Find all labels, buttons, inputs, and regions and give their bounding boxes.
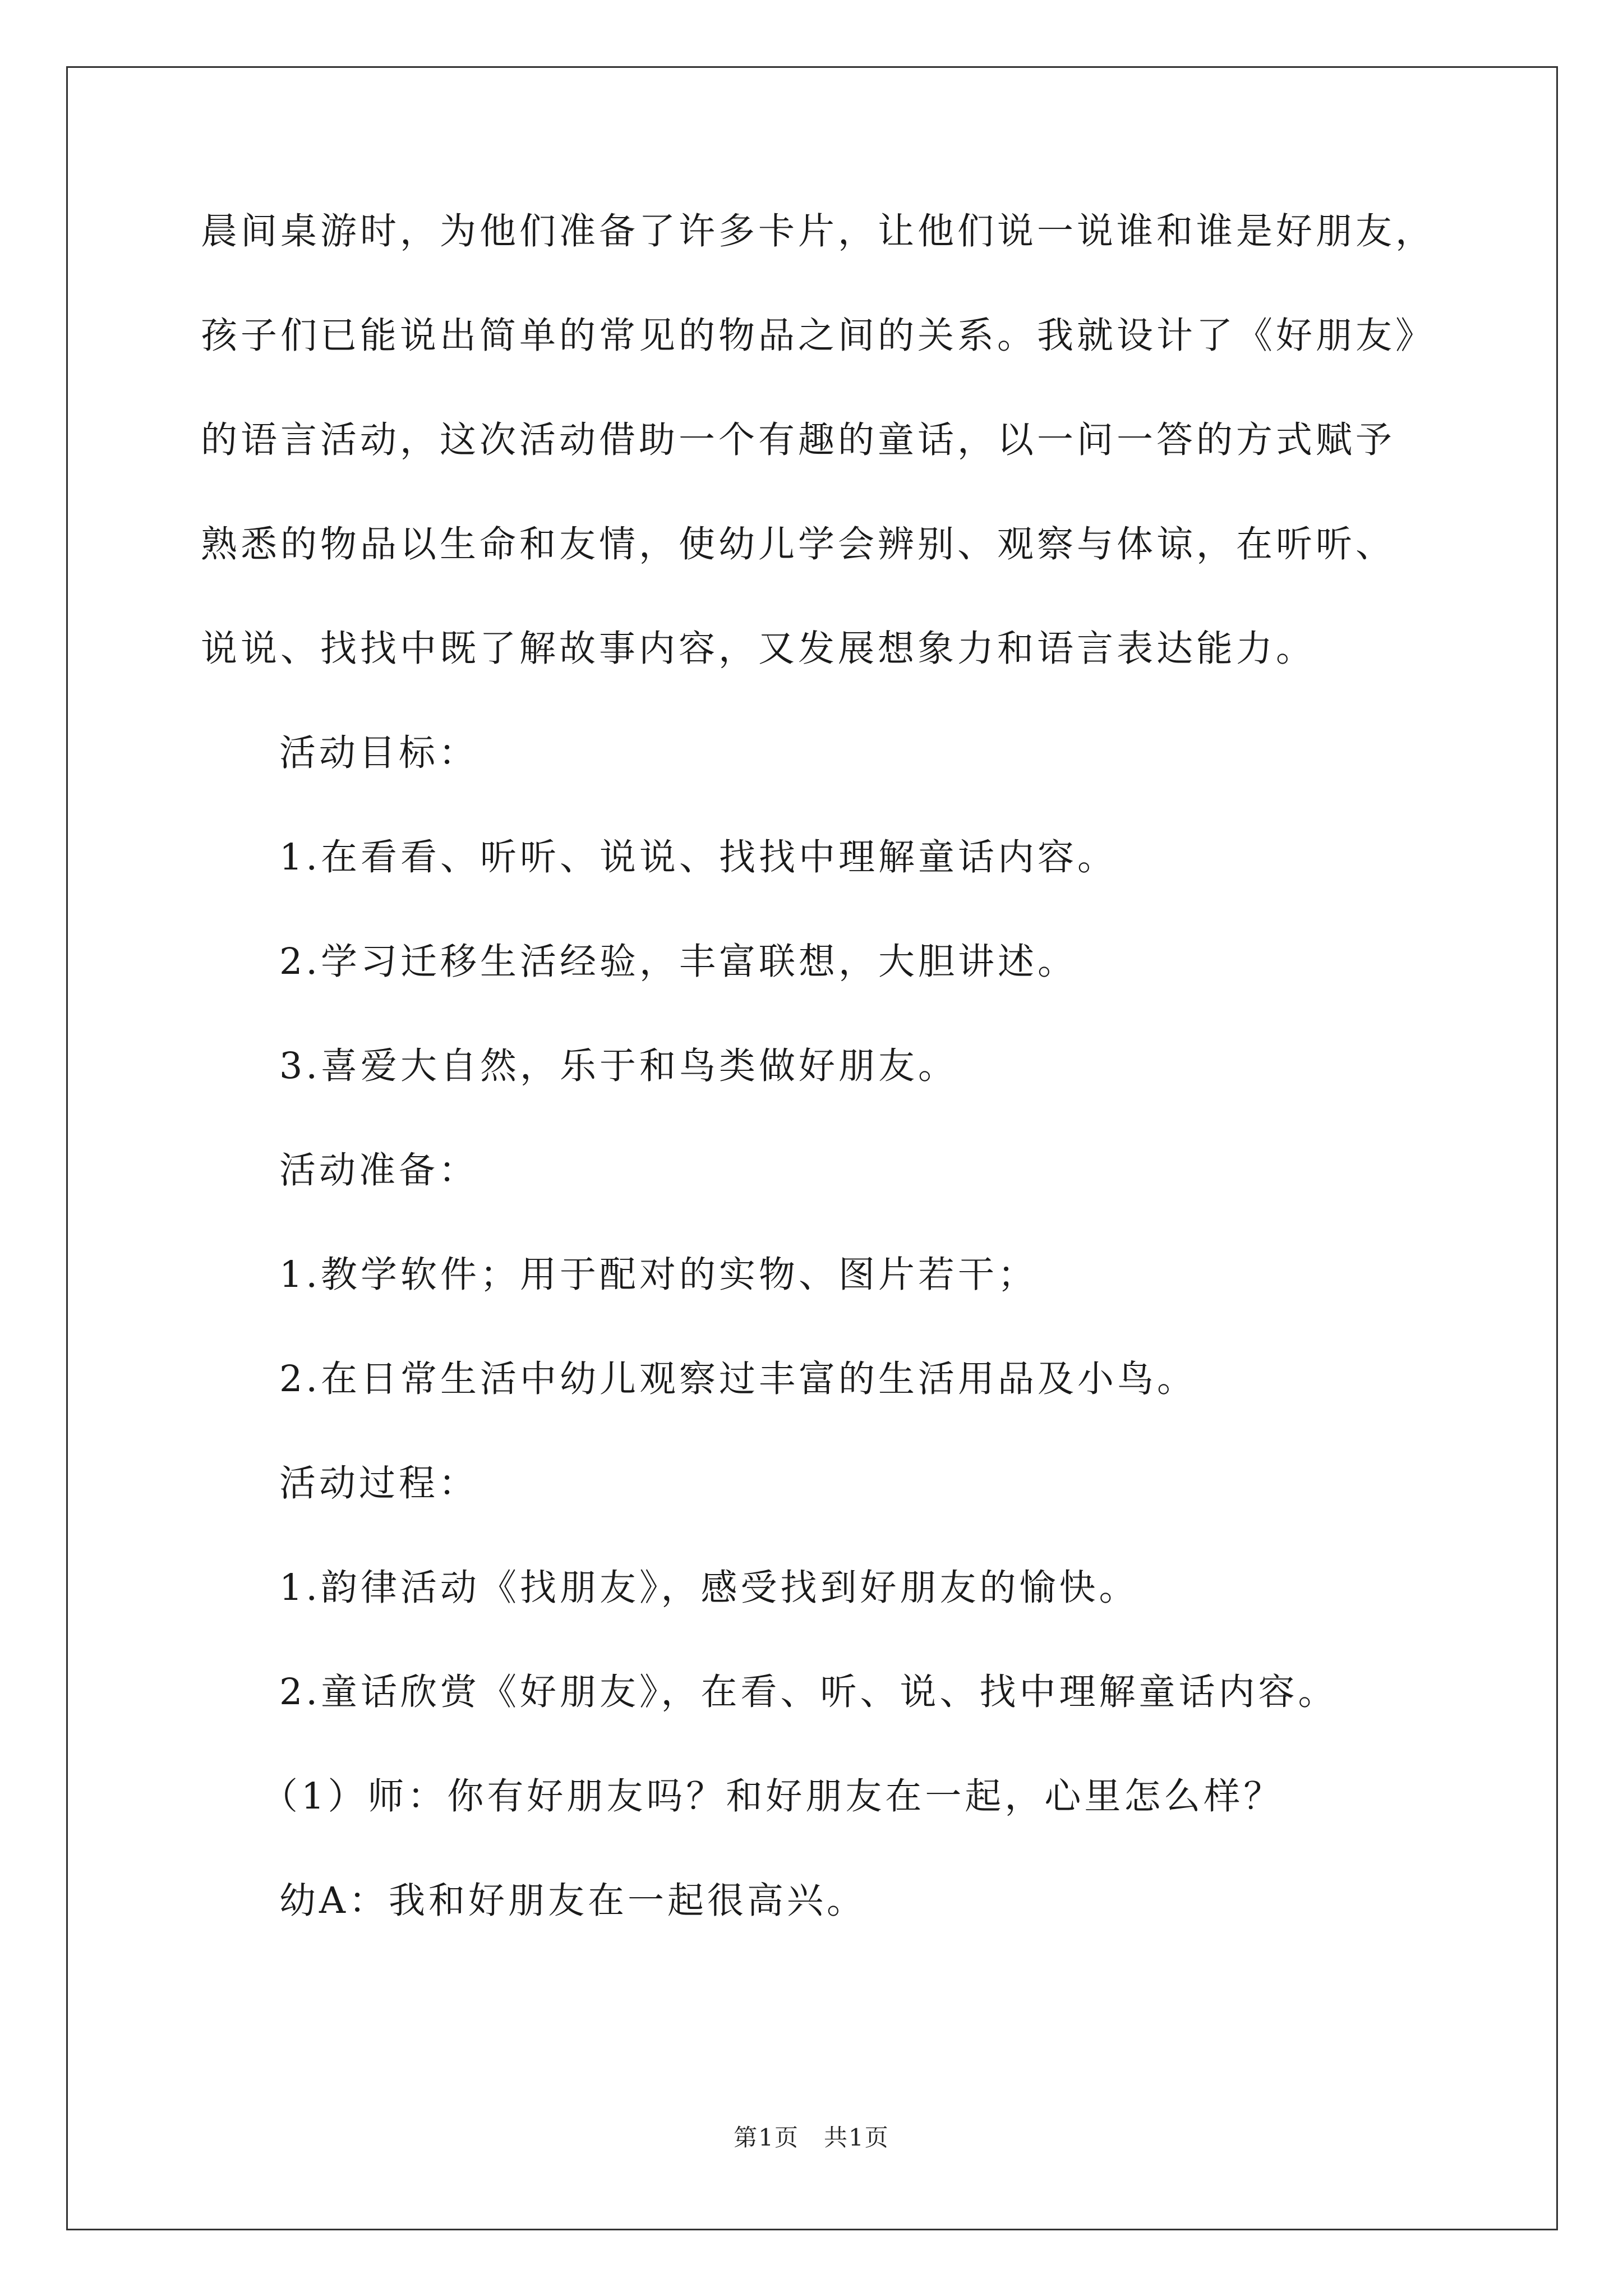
goal-item: 3.喜爱大自然，乐于和鸟类做好朋友。 xyxy=(279,1045,958,1087)
section-heading-goals: 活动目标： xyxy=(279,732,479,774)
process-item: 2.童话欣赏《好朋友》，在看、听、说、找中理解童话内容。 xyxy=(279,1671,1338,1713)
dialogue-line: 幼A：我和好朋友在一起很高兴。 xyxy=(279,1880,866,1922)
paragraph-line: 的语言活动，这次活动借助一个有趣的童话，以一问一答的方式赋予 xyxy=(201,419,1396,461)
goal-item: 2.学习迁移生活经验，丰富联想，大胆讲述。 xyxy=(279,941,1078,983)
section-heading-process: 活动过程： xyxy=(279,1462,479,1504)
preparation-item: 2.在日常生活中幼儿观察过丰富的生活用品及小鸟。 xyxy=(279,1358,1197,1400)
document-body xyxy=(201,210,1463,1987)
goal-item: 1.在看看、听听、说说、找找中理解童话内容。 xyxy=(279,836,1118,878)
preparation-item: 1.教学软件；用于配对的实物、图片若干； xyxy=(279,1254,1038,1296)
dialogue-line: （1）师：你有好朋友吗？和好朋友在一起，心里怎么样？ xyxy=(261,1775,1284,1818)
section-heading-preparation: 活动准备： xyxy=(279,1149,479,1191)
page-number-footer: 第1页 共1页 xyxy=(734,2124,889,2151)
paragraph-line: 熟悉的物品以生命和友情，使幼儿学会辨别、观察与体谅，在听听、 xyxy=(201,523,1396,565)
process-item: 1.韵律活动《找朋友》，感受找到好朋友的愉快。 xyxy=(279,1567,1139,1609)
paragraph-line: 说说、找找中既了解故事内容，又发展想象力和语言表达能力。 xyxy=(201,628,1316,670)
paragraph-line: 孩子们已能说出简单的常见的物品之间的关系。我就设计了《好朋友》 xyxy=(201,315,1436,357)
paragraph-line: 晨间桌游时，为他们准备了许多卡片，让他们说一说谁和谁是好朋友， xyxy=(201,210,1436,252)
